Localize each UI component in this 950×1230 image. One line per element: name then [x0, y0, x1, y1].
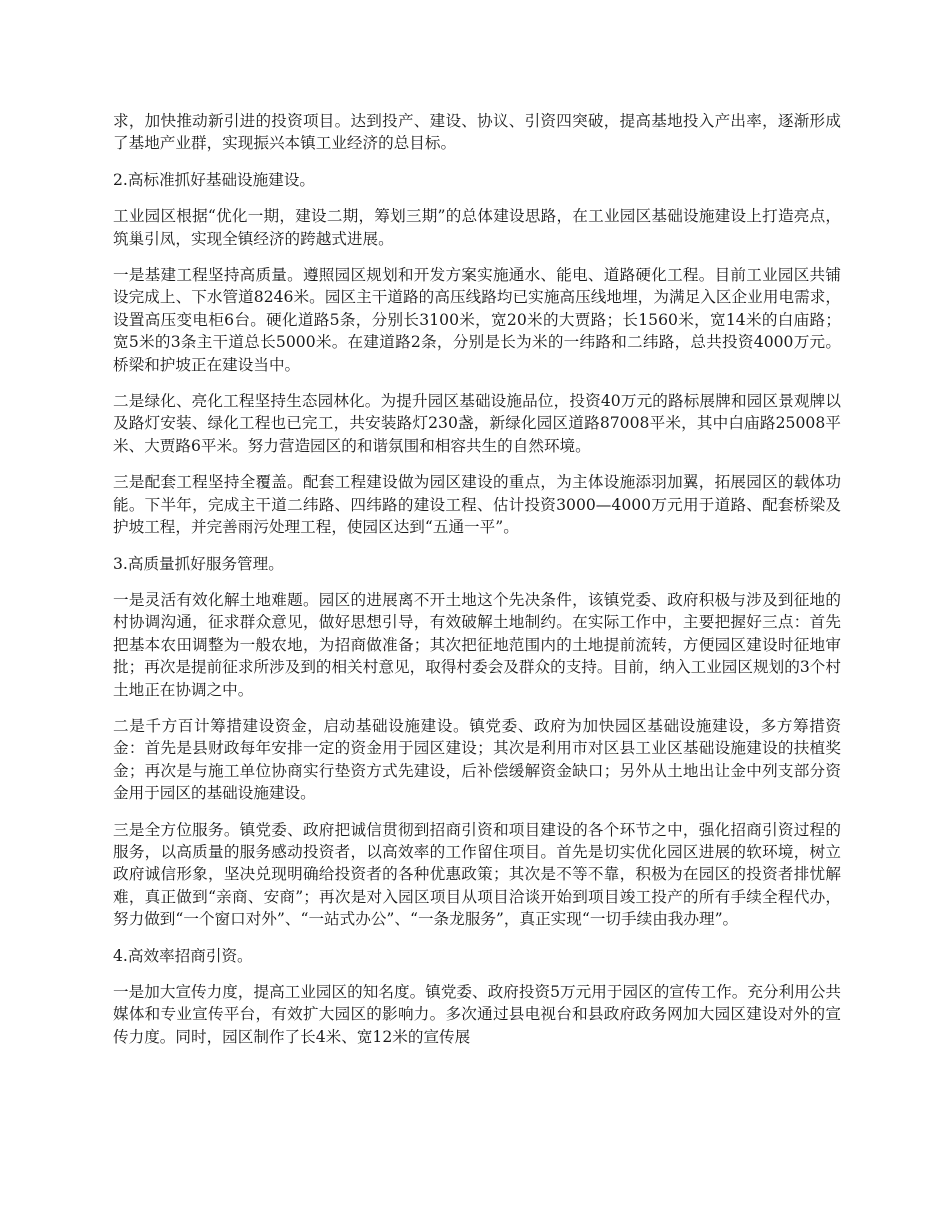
paragraph-intro-continuation: 求，加快推动新引进的投资项目。达到投产、建设、协议、引资四突破，提高基地投入产出率，逐渐形成了基地产业群，实现振兴本镇工业经济的总目标。	[113, 112, 841, 153]
paragraph-greening-lighting: 二是绿化、亮化工程坚持生态园林化。为提升园区基础设施品位，投资40万元的路标展牌和园区景观牌以及路灯安装、绿化工程也已完工，共安装路灯230盏，新绿化园区道路87008平米，其中白庙路25008平米、大贾路6平米。努力营造园区的和谐氛围和相容共生的自然环境。	[113, 392, 841, 455]
section-heading-4: 4.高效率招商引资。	[113, 946, 253, 965]
document-body	[113, 110, 841, 1062]
paragraph-service: 三是全方位服务。镇党委、政府把诚信贯彻到招商引资和项目建设的各个环节之中，强化招商引资过程的服务，以高质量的服务感动投资者，以高效率的工作留住项目。首先是切实优化园区进展的软环境，树立政府诚信形象，坚决兑现明确给投资者的各种优惠政策；其次是不等不靠，积极为在园区的投资者排忧解难，真正做到“亲商、安商”；再次是对入园区项目从项目洽谈开始到项目竣工投产的所有手续全程代办，努力做到“一个窗口对外”、“一站式办公”、“一条龙服务”，真正实现“一切手续由我办理”。	[113, 820, 841, 929]
section-heading-2: 2.高标准抓好基础设施建设。	[113, 170, 316, 189]
paragraph-construction-overview: 工业园区根据“优化一期，建设二期，筹划三期”的总体建设思路，在工业园区基础设施建设上打造亮点，筑巢引凤，实现全镇经济的跨越式进展。	[113, 207, 841, 248]
paragraph-land-issues: 一是灵活有效化解土地难题。园区的进展离不开土地这个先决条件，该镇党委、政府积极与涉及到征地的村协调沟通，征求群众意见，做好思想引导，有效破解土地制约。在实际工作中，主要把握好三点：首先把基本农田调整为一般农地，为招商做准备；其次把征地范围内的土地提前流转，方便园区建设时征地审批；再次是提前征求所涉及到的相关村意见，取得村委会及群众的支持。目前，纳入工业园区规划的3个村土地正在协调之中。	[113, 590, 841, 699]
section-heading-3: 3.高质量抓好服务管理。	[113, 554, 284, 573]
paragraph-supporting-works: 三是配套工程坚持全覆盖。配套工程建设做为园区建设的重点，为主体设施添羽加翼，拓展园区的载体功能。下半年，完成主干道二纬路、四纬路的建设工程、估计投资3000—4000万元用于道路、配套桥梁及护坡工程，并完善雨污处理工程，使园区达到“五通一平”。	[113, 473, 841, 537]
paragraph-publicity: 一是加大宣传力度，提高工业园区的知名度。镇党委、政府投资5万元用于园区的宣传工作。充分利用公共媒体和专业宣传平台，有效扩大园区的影响力。多次通过县电视台和县政府政务网加大园区建设对外的宣传力度。同时，园区制作了长4米、宽12米的宣传展	[113, 983, 841, 1046]
paragraph-infrastructure-quality: 一是基建工程坚持高质量。遵照园区规划和开发方案实施通水、能电、道路硬化工程。目前工业园区共铺设完成上、下水管道8246米。园区主干道路的高压线路均已实施高压线地埋，为满足入区企业用电需求，设置高压变电柜6台。硬化道路5条，分别长3100米，宽20米的大贾路；长1560米，宽14米的白庙路；宽5米的3条主干道总长5000米。在建道路2条，分别是长为米的一纬路和二纬路，总共投资4000万元。桥梁和护坡正在建设当中。	[113, 266, 841, 374]
paragraph-funding: 二是千方百计筹措建设资金，启动基础设施建设。镇党委、政府为加快园区基础设施建设，多方筹措资金：首先是县财政每年安排一定的资金用于园区建设；其次是利用市对区县工业区基础设施建设的扶植奖金；再次是与施工单位协商实行垫资方式先建设，后补偿缓解资金缺口；另外从土地出让金中列支部分资金用于园区的基础设施建设。	[113, 716, 841, 803]
